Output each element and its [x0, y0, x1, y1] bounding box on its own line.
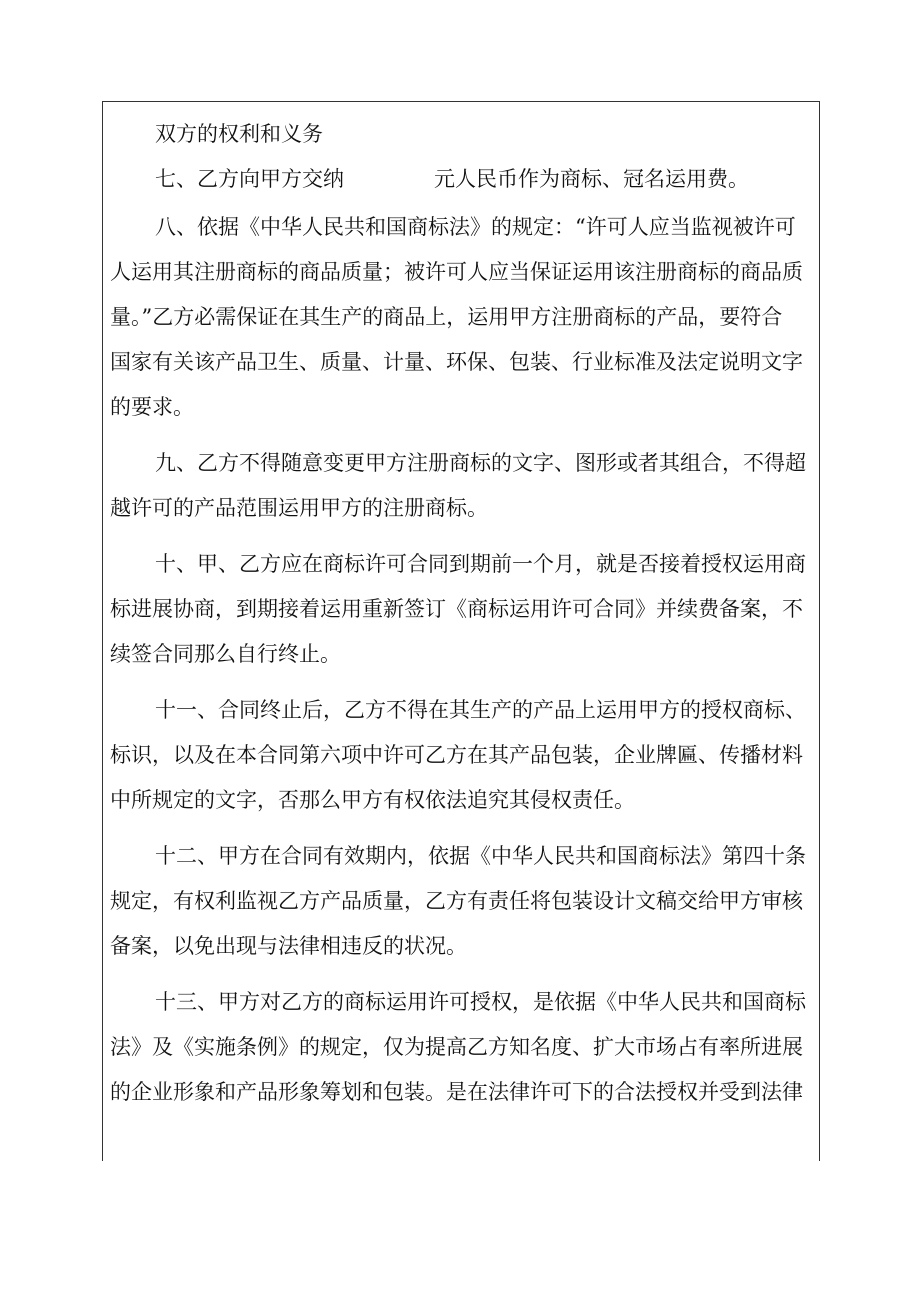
- clause-7-text-a: 七、乙方向甲方交纳: [155, 167, 344, 191]
- clause-10-line-2: 标进展协商，到期接着运用重新签订《商标运用许可合同》并续费备案，不: [110, 597, 803, 621]
- clause-11-line-1: 十一、合同终止后，乙方不得在其生产的产品上运用甲方的授权商标、: [155, 698, 806, 722]
- clause-8-line-2: 人运用其注册商标的商品质量；被许可人应当保证运用该注册商标的商品质: [110, 260, 803, 284]
- clause-13-line-2: 法》及《实施条例》的规定，仅为提高乙方知名度、扩大市场占有率所进展: [110, 1035, 803, 1059]
- clause-7: [110, 157, 814, 202]
- clause-10-line-1: 十、甲、乙方应在商标许可合同到期前一个月，就是否接着授权运用商: [155, 552, 806, 576]
- clause-9-line-1: 九、乙方不得随意变更甲方注册商标的文字、图形或者其组合，不得超: [155, 451, 806, 475]
- clause-13-line-1: 十三、甲方对乙方的商标运用许可授权，是依据《中华人民共和国商标: [155, 990, 806, 1014]
- clause-9-line-2: 越许可的产品范围运用甲方的注册商标。: [110, 496, 488, 520]
- clause-8-line-1: 八、依据《中华人民共和国商标法》的规定：“许可人应当监视被许可: [155, 215, 796, 239]
- clause-12-line-1: 十二、甲方在合同有效期内，依据《中华人民共和国商标法》第四十条: [155, 844, 806, 868]
- clause-12-line-2: 规定，有权利监视乙方产品质量，乙方有责任将包装设计文稿交给甲方审核: [110, 889, 803, 913]
- section-heading: 双方的权利和义务: [155, 122, 323, 146]
- clause-8-line-5: 的要求。: [110, 395, 194, 419]
- clause-11-line-2: 标识，以及在本合同第六项中许可乙方在其产品包装，企业牌匾、传播材料: [110, 743, 803, 767]
- clause-12-line-3: 备案，以免出现与法律相违反的状况。: [110, 934, 467, 958]
- clause-8-line-4: 国家有关该产品卫生、质量、计量、环保、包装、行业标准及法定说明文字: [110, 350, 803, 374]
- clause-8-line-3: 量。”乙方必需保证在其生产的商品上，运用甲方注册商标的产品，要符合: [110, 305, 783, 329]
- clause-13-line-3: 的企业形象和产品形象筹划和包装。是在法律许可下的合法授权并受到法律: [110, 1080, 803, 1104]
- clause-11-line-3: 中所规定的文字，否那么甲方有权依法追究其侵权责任。: [110, 788, 635, 812]
- clause-7-text-b: 元人民币作为商标、冠名运用费。: [434, 167, 749, 191]
- clause-10-line-3: 续签合同那么自行终止。: [110, 642, 341, 666]
- document-body: [110, 112, 814, 1115]
